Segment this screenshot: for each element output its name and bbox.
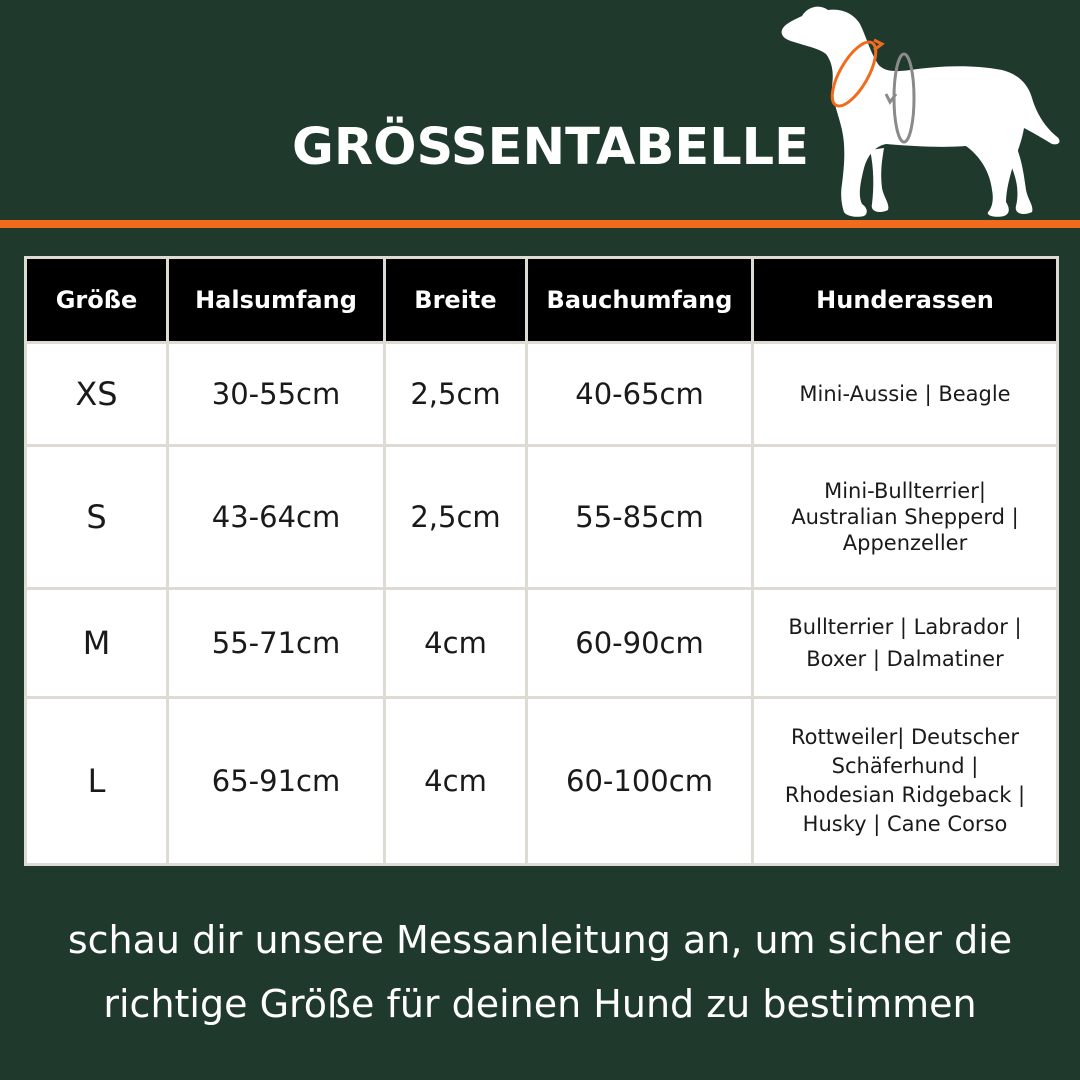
table-header-row (26, 258, 1058, 343)
breeds-cell (753, 446, 1058, 589)
page-title: GRÖSSENTABELLE (292, 118, 810, 177)
breed-line: Bullterrier | Labrador | (788, 615, 1022, 639)
belly-cell: 60-100cm (527, 698, 753, 865)
belly-cell: 40-65cm (527, 343, 753, 446)
footer-line: schau dir unsere Messanleitung an, um sicher die (67, 918, 1013, 962)
size-cell: XS (26, 343, 168, 446)
neck-cell: 65-91cm (168, 698, 385, 865)
size-cell: L (26, 698, 168, 865)
header-breeds: Hunderassen (753, 258, 1058, 343)
breed-line: Mini-Aussie | Beagle (799, 382, 1011, 406)
neck-cell: 43-64cm (168, 446, 385, 589)
width-cell: 2,5cm (385, 343, 527, 446)
breeds-cell (753, 343, 1058, 446)
breeds-cell (753, 698, 1058, 865)
header-belly: Bauchumfang (527, 258, 753, 343)
size-cell: S (26, 446, 168, 589)
dog-silhouette-icon (770, 0, 1070, 225)
table-row (26, 589, 1058, 698)
header-width: Breite (385, 258, 527, 343)
belly-cell: 60-90cm (527, 589, 753, 698)
width-cell: 2,5cm (385, 446, 527, 589)
table-row (26, 446, 1058, 589)
breed-line: Boxer | Dalmatiner (806, 647, 1004, 671)
breed-line: Mini-Bullterrier| (824, 479, 986, 503)
table-row (26, 698, 1058, 865)
breed-line: Schäferhund | (831, 754, 979, 778)
breed-line: Rhodesian Ridgeback | (784, 783, 1026, 807)
header-neck: Halsumfang (168, 258, 385, 343)
width-cell: 4cm (385, 698, 527, 865)
breed-line: Rottweiler| Deutscher (790, 725, 1020, 749)
header-size: Größe (26, 258, 168, 343)
breed-line: Appenzeller (842, 531, 968, 555)
footer-line: richtige Größe für deinen Hund zu bestimmen (103, 982, 977, 1026)
breeds-cell (753, 589, 1058, 698)
breed-line: Australian Shepperd | (791, 505, 1019, 529)
table-row (26, 343, 1058, 446)
belly-cell: 55-85cm (527, 446, 753, 589)
neck-cell: 55-71cm (168, 589, 385, 698)
neck-cell: 30-55cm (168, 343, 385, 446)
size-cell: M (26, 589, 168, 698)
footer-note (0, 908, 1080, 1036)
orange-divider (0, 220, 1080, 228)
breed-line: Husky | Cane Corso (802, 812, 1008, 836)
width-cell: 4cm (385, 589, 527, 698)
size-table (24, 256, 1059, 866)
